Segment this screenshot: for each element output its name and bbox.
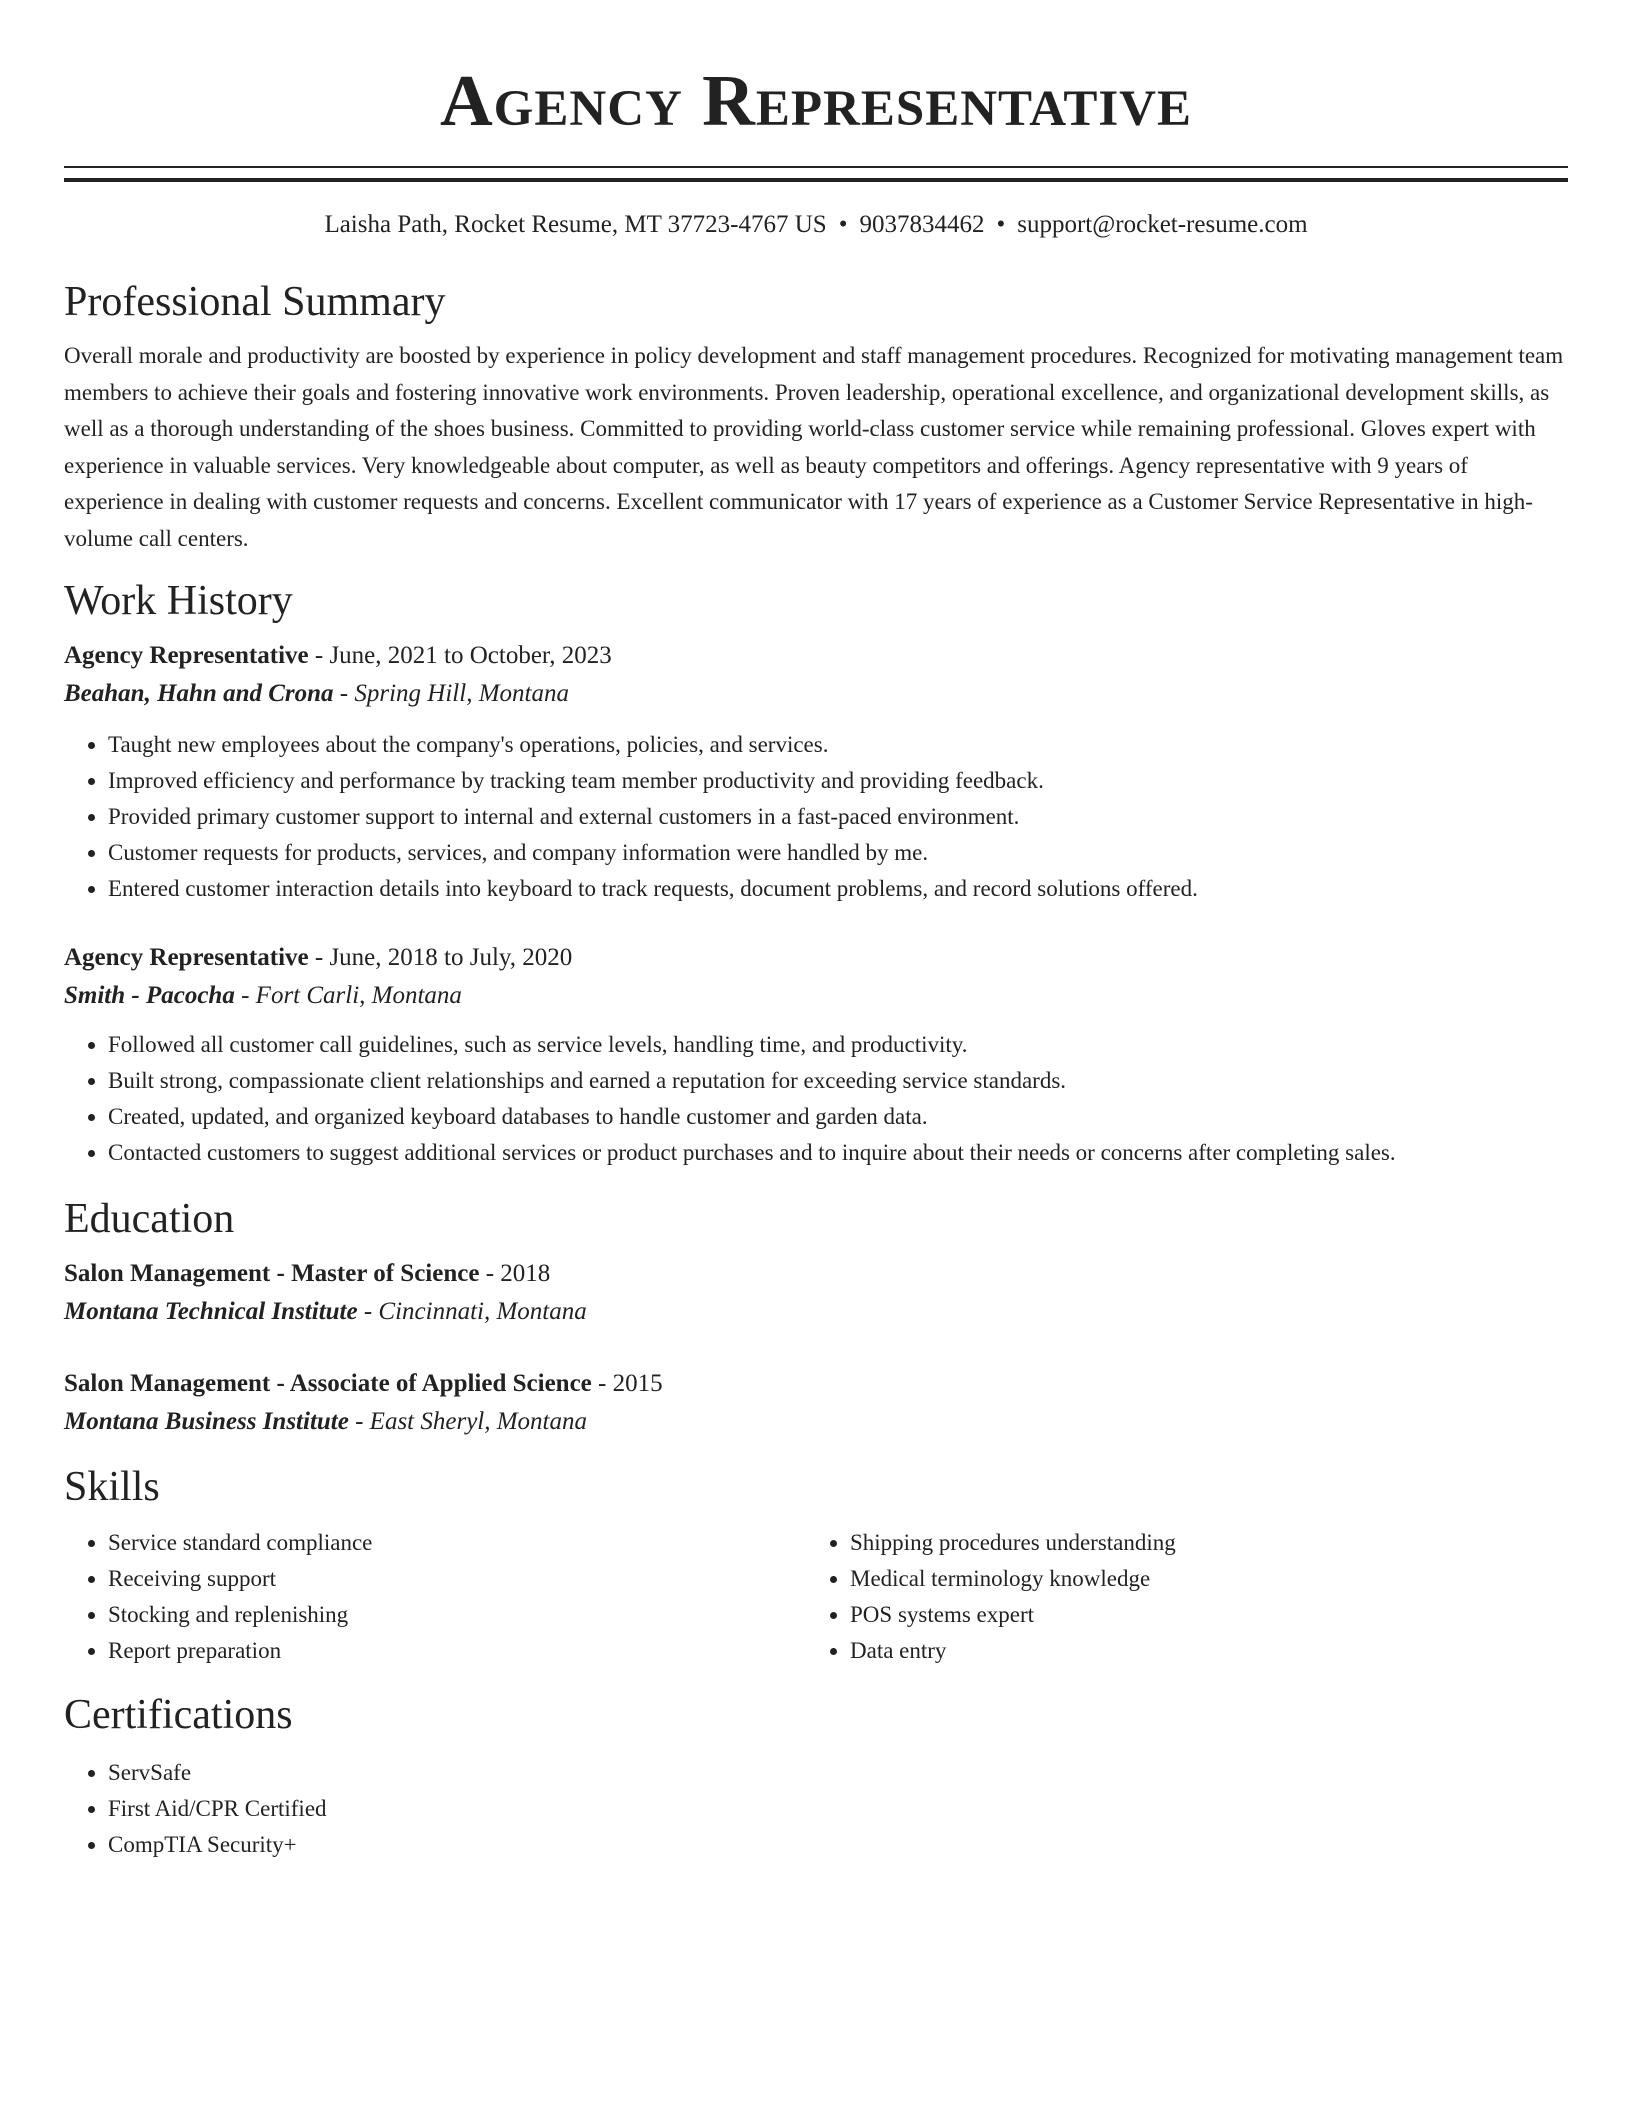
education-heading bbox=[64, 1255, 1568, 1293]
list-item: • Improved efficiency and performance by tracking team member productivity and providing feedback. bbox=[108, 763, 1568, 799]
education-degree: Salon Management - Master of Science bbox=[64, 1260, 480, 1287]
skill-item: • Shipping procedures understanding bbox=[850, 1525, 1176, 1561]
contact-line bbox=[64, 208, 1568, 242]
job-entry bbox=[64, 637, 1568, 907]
contact-separator: • bbox=[996, 211, 1006, 238]
skill-item: • Data entry bbox=[850, 1633, 1176, 1669]
job-duties-list bbox=[64, 727, 1568, 907]
contact-phone: 9037834462 bbox=[859, 211, 985, 238]
skill-item: • POS systems expert bbox=[850, 1597, 1176, 1633]
certification-item: • ServSafe bbox=[108, 1755, 1568, 1791]
skills-columns bbox=[64, 1525, 1568, 1669]
skill-item: • Report preparation bbox=[108, 1633, 806, 1669]
education-location: - Cincinnati, Montana bbox=[357, 1298, 587, 1325]
list-item: • Contacted customers to suggest additional services or product purchases and to inquire about their needs or concerns after completing sales. bbox=[108, 1135, 1568, 1171]
education-school-line bbox=[64, 1403, 1568, 1441]
contact-email: support@rocket-resume.com bbox=[1017, 211, 1308, 238]
education-school-line bbox=[64, 1293, 1568, 1331]
contact-separator: • bbox=[838, 211, 848, 238]
job-title: Agency Representative bbox=[64, 642, 309, 669]
section-heading-certifications: Certifications bbox=[64, 1692, 293, 1738]
list-item: • Created, updated, and organized keyboard databases to handle customer and garden data. bbox=[108, 1099, 1568, 1135]
skill-item: • Receiving support bbox=[108, 1561, 806, 1597]
skill-item: • Medical terminology knowledge bbox=[850, 1561, 1176, 1597]
certification-item: • First Aid/CPR Certified bbox=[108, 1791, 1568, 1827]
title-double-rule bbox=[64, 166, 1568, 182]
section-heading-education: Education bbox=[64, 1196, 235, 1242]
list-item: • Followed all customer call guidelines, such as service levels, handling time, and productivity. bbox=[108, 1027, 1568, 1063]
list-item: • Provided primary customer support to internal and external customers in a fast-paced environment. bbox=[108, 799, 1568, 835]
list-item: • Built strong, compassionate client relationships and earned a reputation for exceeding service standards. bbox=[108, 1063, 1568, 1099]
job-entry bbox=[64, 939, 1568, 1171]
certification-item: • CompTIA Security+ bbox=[108, 1827, 1568, 1863]
certifications-list bbox=[64, 1755, 1568, 1863]
job-duties-list bbox=[64, 1027, 1568, 1171]
job-employer-line bbox=[64, 675, 1568, 713]
education-school: Montana Business Institute bbox=[64, 1408, 349, 1435]
job-location: - Fort Carli, Montana bbox=[234, 982, 462, 1009]
job-dates: - June, 2021 to October, 2023 bbox=[308, 642, 612, 669]
education-year: - 2015 bbox=[591, 1370, 663, 1397]
job-heading bbox=[64, 939, 1568, 977]
list-item: • Taught new employees about the company's operations, policies, and services. bbox=[108, 727, 1568, 763]
section-heading-summary: Professional Summary bbox=[64, 279, 446, 325]
education-entry bbox=[64, 1255, 1568, 1331]
summary-text: Overall morale and productivity are boosted by experience in policy development and staff management procedures. Recognized for motivating management team members to achieve their goals and fostering innovative work environments. Proven leadership, operational excellence, and organizational development skills, as well as a thorough understanding of the shoes business. Committed to providing world-class customer service while remaining professional. Gloves expert with experience in valuable services. Very knowledgeable about computer, as well as beauty competitors and offerings. Agency representative with 9 years of experience in dealing with customer requests and concerns. Excellent communicator with 17 years of experience as a Customer Service Representative in high-volume call centers. bbox=[64, 343, 1564, 551]
education-year: - 2018 bbox=[479, 1260, 551, 1287]
skill-item: • Service standard compliance bbox=[108, 1525, 806, 1561]
skill-item: • Stocking and replenishing bbox=[108, 1597, 806, 1633]
resume-title: Agency Representative bbox=[439, 60, 1193, 141]
job-title: Agency Representative bbox=[64, 944, 309, 971]
education-entry bbox=[64, 1365, 1568, 1441]
skills-list-left bbox=[64, 1525, 806, 1669]
list-item: • Customer requests for products, services, and company information were handled by me. bbox=[108, 835, 1568, 871]
education-degree: Salon Management - Associate of Applied Science bbox=[64, 1370, 592, 1397]
job-location: - Spring Hill, Montana bbox=[333, 680, 569, 707]
skills-list-right bbox=[806, 1525, 1176, 1669]
job-heading bbox=[64, 637, 1568, 675]
list-item: • Entered customer interaction details into keyboard to track requests, document problems, and record solutions offered. bbox=[108, 871, 1568, 907]
section-heading-skills: Skills bbox=[64, 1464, 160, 1510]
education-school: Montana Technical Institute bbox=[64, 1298, 358, 1325]
job-company: Smith - Pacocha bbox=[64, 982, 235, 1009]
job-employer-line bbox=[64, 977, 1568, 1015]
job-company: Beahan, Hahn and Crona bbox=[64, 680, 334, 707]
contact-address: Laisha Path, Rocket Resume, MT 37723-4767 US bbox=[324, 211, 827, 238]
job-dates: - June, 2018 to July, 2020 bbox=[308, 944, 573, 971]
education-heading bbox=[64, 1365, 1568, 1403]
education-location: - East Sheryl, Montana bbox=[348, 1408, 588, 1435]
section-heading-work-history: Work History bbox=[64, 578, 293, 624]
